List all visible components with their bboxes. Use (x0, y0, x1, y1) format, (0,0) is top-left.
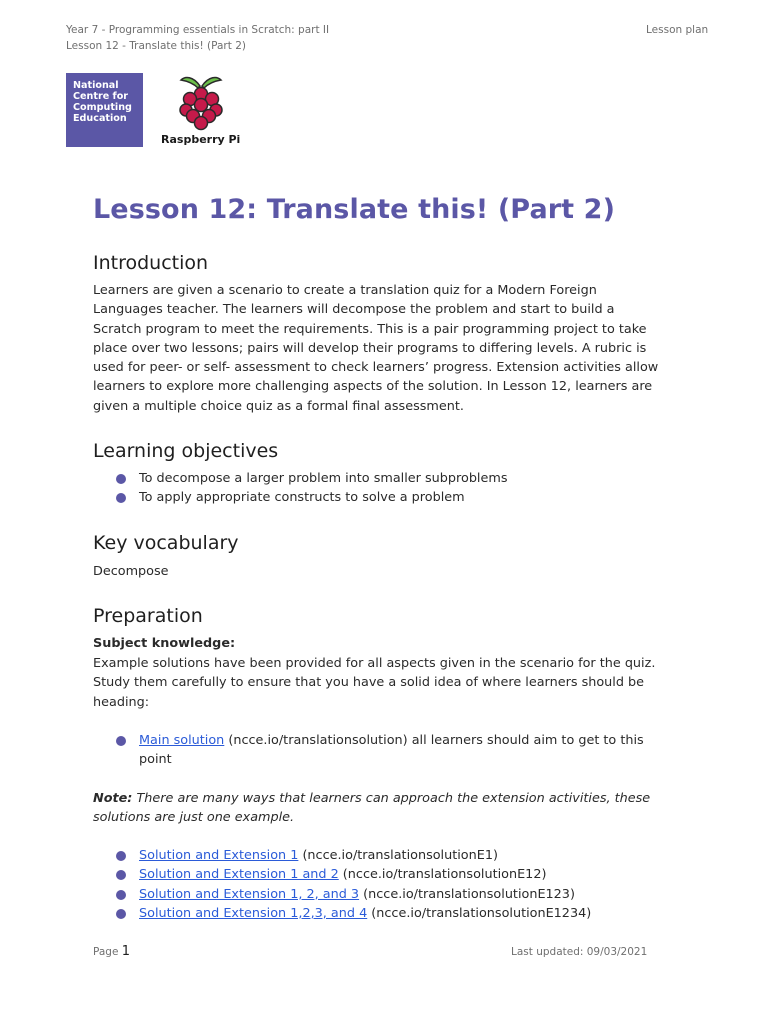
bullet-icon (116, 474, 126, 484)
extension-solutions-list (139, 846, 591, 923)
footer-page (93, 944, 130, 959)
ncce-logo-line: Centre for (73, 91, 129, 102)
last-updated: Last updated: 09/03/2021 (511, 946, 648, 958)
list-item (139, 885, 591, 904)
ncce-logo-line: Education (73, 113, 127, 124)
note-line: There are many ways that learners can approach the extension activities, these (132, 791, 651, 806)
header-doc-type: Lesson plan (646, 24, 709, 36)
list-item (139, 904, 591, 923)
list-item (139, 865, 591, 884)
objective-text: To apply appropriate constructs to solve a problem (139, 490, 465, 506)
introduction-line: learners to explore more challenging aspects of the solution. In Lesson 12, learners are (93, 379, 653, 395)
preparation-line: heading: (93, 694, 150, 710)
subject-knowledge-label: Subject knowledge: (93, 636, 236, 651)
extension-solution-url: (ncce.io/translationsolutionE12) (338, 867, 547, 883)
vocabulary-text: Decompose (93, 564, 169, 579)
objectives-list (139, 469, 508, 508)
extension-solution-link[interactable]: Solution and Extension 1,2,3, and 4 (139, 905, 368, 921)
main-solution-link[interactable]: Main solution (139, 733, 225, 748)
preparation-heading: Preparation (93, 605, 203, 627)
page-title: Lesson 12: Translate this! (Part 2) (93, 194, 616, 225)
vocabulary-heading: Key vocabulary (93, 532, 239, 554)
introduction-line: place over two lessons; pairs will develop their programs to differing levels. A rubric is (93, 340, 647, 356)
extension-solution-link[interactable]: Solution and Extension 1 and 2 (139, 867, 339, 883)
note-text (93, 789, 693, 828)
introduction-line: Learners are given a scenario to create a translation quiz for a Modern Foreign (93, 283, 597, 298)
list-item (139, 846, 591, 865)
bullet-icon (116, 736, 126, 746)
page-label: Page (93, 946, 119, 958)
extension-solution-link[interactable]: Solution and Extension 1, 2, and 3 (139, 886, 360, 902)
list-item (139, 469, 508, 488)
ncce-logo-line: Computing (73, 102, 132, 113)
list-item (139, 731, 679, 770)
extension-solution-url: (ncce.io/translationsolutionE1234) (367, 905, 592, 921)
introduction-line: used for peer- or self- assessment to check learners’ progress. Extension activities allow (93, 360, 659, 376)
bullet-icon (116, 890, 126, 900)
raspberry-icon (173, 72, 229, 132)
note-label: Note: (93, 791, 133, 806)
bullet-icon (116, 870, 126, 880)
bullet-icon (116, 493, 126, 503)
ncce-logo-line: National (73, 80, 119, 91)
introduction-line: Languages teacher. The learners will decompose the problem and start to build a (93, 302, 615, 318)
objectives-heading: Learning objectives (93, 440, 279, 462)
extension-solution-link[interactable]: Solution and Extension 1 (139, 848, 299, 863)
list-item (139, 488, 508, 507)
ncce-logo (66, 73, 143, 147)
main-solution-list (139, 731, 679, 770)
bullet-icon (116, 909, 126, 919)
extension-solution-url: (ncce.io/translationsolutionE1) (298, 848, 498, 863)
header-course: Year 7 - Programming essentials in Scratch: part II (66, 24, 330, 36)
main-solution-text-cont: point (139, 752, 172, 768)
header-lesson-ref: Lesson 12 - Translate this! (Part 2) (66, 40, 246, 52)
preparation-text (93, 654, 693, 712)
raspberry-pi-wordmark: Raspberry Pi (161, 133, 241, 146)
extension-solution-url: (ncce.io/translationsolutionE123) (359, 886, 575, 902)
introduction-heading: Introduction (93, 252, 209, 274)
main-solution-text: (ncce.io/translationsolution) all learners should aim to get to this (224, 733, 644, 748)
bullet-icon (116, 851, 126, 861)
page-number: 1 (121, 944, 131, 959)
preparation-line: Example solutions have been provided for all aspects given in the scenario for the quiz. (93, 656, 656, 671)
introduction-line: given a multiple choice quiz as a formal final assessment. (93, 398, 464, 414)
note-line: solutions are just one example. (93, 810, 295, 826)
objective-text: To decompose a larger problem into smaller subproblems (139, 471, 508, 486)
introduction-line: Scratch program to meet the requirements. This is a pair programming project to take (93, 321, 647, 337)
preparation-line: Study them carefully to ensure that you have a solid idea of where learners should be (93, 675, 645, 691)
introduction-text (93, 281, 693, 416)
